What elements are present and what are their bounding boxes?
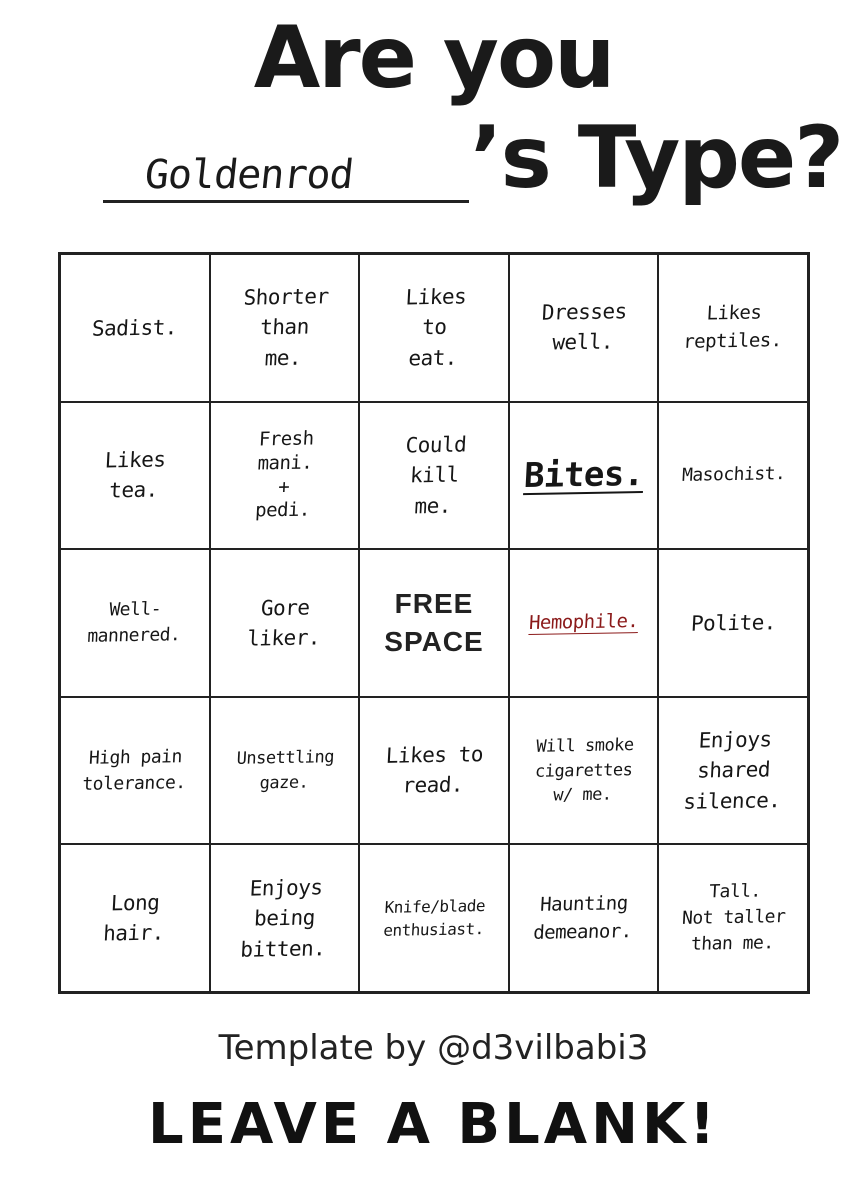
cell-text: Fresh mani. + pedi.	[254, 427, 315, 522]
bingo-cell	[60, 549, 210, 697]
cell-text: Enjoys being bitten.	[239, 874, 326, 962]
bingo-cell	[509, 254, 659, 402]
bingo-cell	[210, 549, 360, 697]
bingo-cell	[509, 402, 659, 550]
bingo-cell	[210, 844, 360, 992]
bingo-cell	[60, 697, 210, 845]
cell-text: Could kill me.	[404, 432, 467, 518]
bingo-cell	[210, 254, 360, 402]
cell-text: Long hair.	[103, 890, 165, 946]
cell-text: Hemophile.	[528, 610, 639, 635]
cell-text: Well- mannered.	[87, 598, 182, 647]
bingo-cell	[210, 697, 360, 845]
bingo-cell	[60, 844, 210, 992]
template-credit: Template by @d3vilbabi3	[218, 1028, 649, 1068]
bingo-cell	[658, 697, 808, 845]
cell-text: Shorter than me.	[242, 284, 330, 371]
bingo-cell	[658, 549, 808, 697]
free-space-text: FREE SPACE	[384, 588, 484, 657]
bingo-cell	[658, 254, 808, 402]
cell-text: Polite.	[690, 610, 777, 636]
bingo-cell	[509, 697, 659, 845]
name-blank-line	[103, 128, 469, 203]
cell-text: Sadist.	[91, 314, 178, 341]
cell-text: Enjoys shared silence.	[682, 727, 781, 814]
free-space-cell	[359, 549, 509, 697]
title-are-you: Are you	[253, 8, 614, 108]
cell-text: Tall. Not taller than me.	[680, 880, 786, 955]
bingo-cell	[60, 254, 210, 402]
bingo-cell	[509, 844, 659, 992]
bingo-cell	[509, 549, 659, 697]
cell-text: Likes to eat.	[404, 284, 467, 371]
cell-text: Likes reptiles.	[682, 301, 783, 353]
cell-text: Likes to read.	[385, 742, 484, 799]
cell-text: Knife/blade enthusiast.	[382, 896, 486, 941]
cell-text: Unsettling gaze.	[235, 747, 335, 794]
handwritten-name: Goldenrod	[142, 152, 356, 198]
bingo-grid	[58, 252, 810, 994]
bingo-cell	[359, 254, 509, 402]
cell-text: Masochist.	[680, 463, 786, 487]
cell-text: Likes tea.	[104, 447, 167, 503]
title-type: ’s Type?	[470, 108, 843, 208]
bingo-cell	[60, 402, 210, 550]
cell-text: Dresses well.	[541, 299, 628, 356]
cell-text: Bites.	[522, 453, 645, 496]
bingo-cell	[658, 844, 808, 992]
cell-text: Gore liker.	[246, 595, 321, 651]
bingo-cell	[210, 402, 360, 550]
bingo-cell	[658, 402, 808, 550]
bingo-cell	[359, 402, 509, 550]
bingo-cell	[359, 844, 509, 992]
cell-text: Haunting demeanor.	[533, 891, 633, 944]
cell-text: Will smoke cigarettes w/ me.	[534, 734, 635, 806]
cell-text: High pain tolerance.	[81, 745, 187, 795]
bingo-cell	[359, 697, 509, 845]
leave-a-blank-heading: LEAVE A BLANK!	[148, 1092, 719, 1157]
